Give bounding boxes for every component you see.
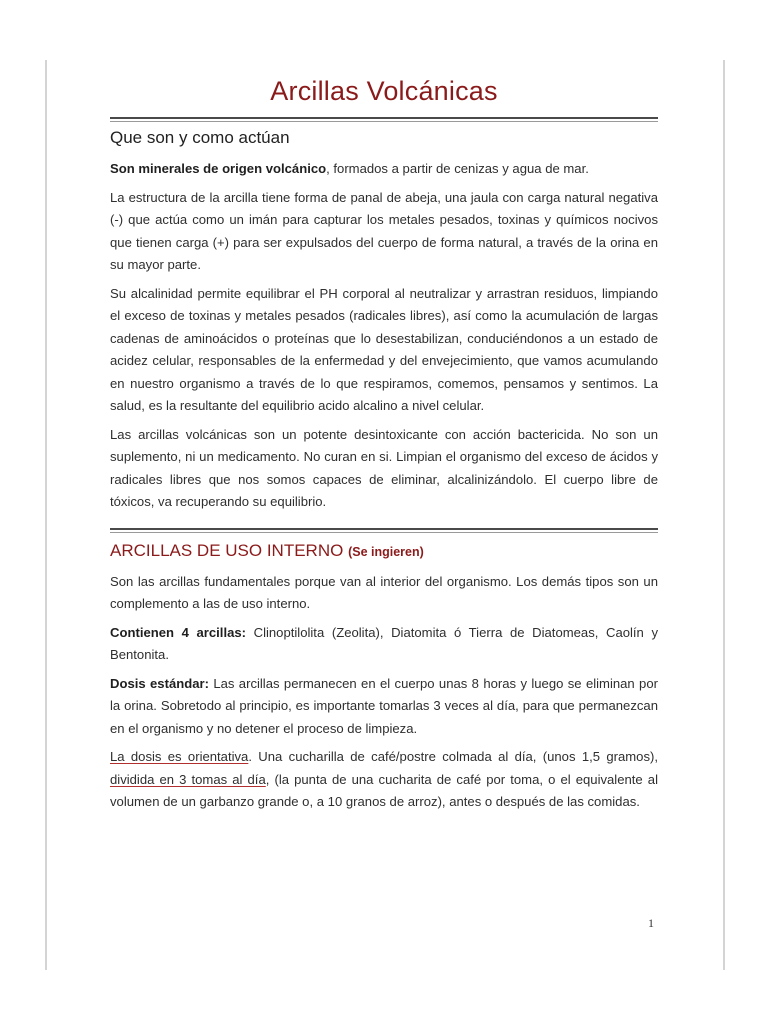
paragraph: La estructura de la arcilla tiene forma de panal de abeja, una jaula con carga natural negativa (-) que actúa como un imán para capturar los metales pesados, toxinas y químicos nocivos que tienen carga (+) para ser expulsados del cuerpo de forma natural, a través de la orina en su mayor parte. <box>110 189 658 272</box>
page-right-edge <box>723 60 725 970</box>
paragraph: Son las arcillas fundamentales porque van al interior del organismo. Los demás tipos son un complemento a las de uso interno. <box>110 573 658 611</box>
paragraph-text: , formados a partir de cenizas y agua de mar. <box>326 161 589 176</box>
section-heading-what-they-are: Que son y como actúan <box>110 128 290 147</box>
page-left-edge <box>45 60 47 970</box>
paragraph <box>110 622 658 667</box>
section-heading-internal-use <box>110 541 658 561</box>
paragraph <box>110 673 658 741</box>
paragraph: Las arcillas volcánicas son un potente desintoxicante con acción bactericida. No son un suplemento, ni un medicamento. No curan en si. Limpian el organismo del exceso de ácidos y radicales libres que nos somos capaces de eliminar, alcalinizándolo. El cuerpo libre de tóxicos, va recuperando su equilibrio. <box>110 426 658 509</box>
paragraph <box>110 158 658 181</box>
paragraph-text: . Una cucharilla de café/postre colmada al día, (unos 1,5 gramos), <box>248 749 658 764</box>
page-number: 1 <box>648 916 654 930</box>
paragraph: Su alcalinidad permite equilibrar el PH corporal al neutralizar y arrastran residuos, limpiando el exceso de toxinas y metales pesados (radicales libres), así como la acumulación de largas cadenas de aminoácidos o proteínas que lo desestabilizan, conduciéndonos a un estado de acidez celular, responsables de la enfermedad y del envejecimiento, que vamos acumulando en nuestro organismo a través de lo que respiramos, comemos, pensamos y sentimos. La salud, es la resultante del equilibrio acido alcalino a nivel celular. <box>110 285 658 413</box>
document-title: Arcillas Volcánicas <box>270 76 498 106</box>
paragraph-text: , (la punta de una cucharita de café por toma, o el equivalente al volumen de un garbanzo grande o, a 10 granos de arroz), antes o después de las comidas. <box>110 771 658 809</box>
paragraph-text: Clinoptilolita (Zeolita), Diatomita ó Tierra de Diatomeas, Caolín y Bentonita. <box>110 624 658 662</box>
paragraph <box>110 746 658 814</box>
document-page <box>110 70 658 820</box>
section-divider <box>110 528 658 533</box>
underlined-text: La dosis es orientativa <box>110 749 249 764</box>
title-divider <box>110 117 658 122</box>
heading-note: (Se ingieren) <box>348 544 424 559</box>
underlined-text: dividida en 3 tomas al día <box>110 771 266 787</box>
heading-text: ARCILLAS DE USO INTERNO <box>110 540 344 560</box>
bold-lead: Dosis estándar: <box>110 675 209 691</box>
bold-lead: Contienen 4 arcillas: <box>110 624 247 640</box>
bold-lead: Son minerales de origen volcánico <box>110 161 327 176</box>
paragraph-text: Las arcillas permanecen en el cuerpo unas 8 horas y luego se eliminan por la orina. Sobretodo al principio, es importante tomarlas 3 veces al día, para que permanezcan en el organismo y no detener el proceso de limpieza. <box>110 675 658 736</box>
